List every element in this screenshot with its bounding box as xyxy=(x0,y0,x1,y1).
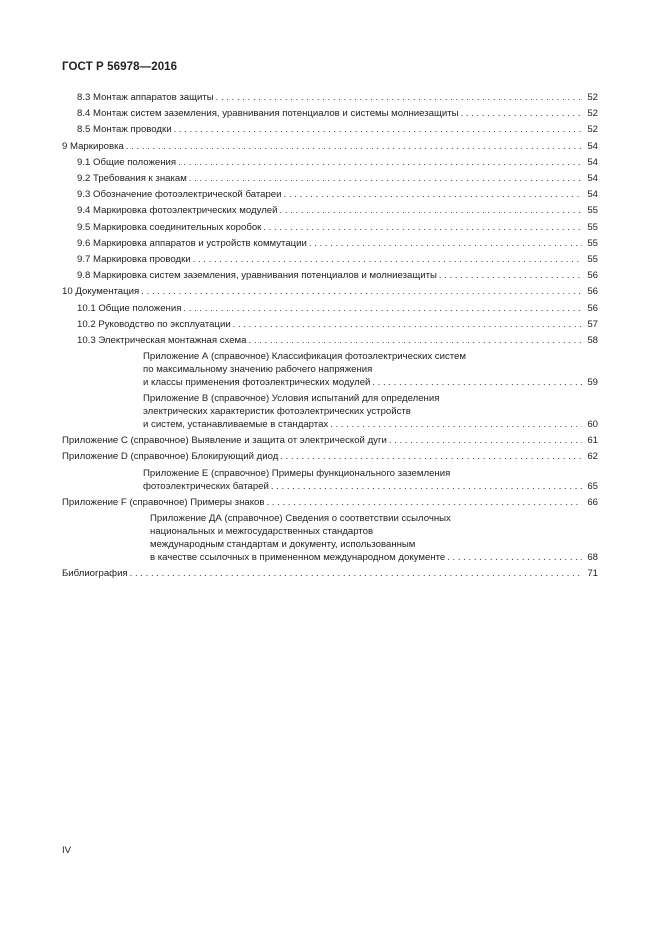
toc-dot-leader xyxy=(189,173,582,186)
toc-page-number: 60 xyxy=(587,419,598,431)
toc-entry-line xyxy=(62,364,598,377)
toc-page-number: 54 xyxy=(587,173,598,185)
toc-entry[interactable] xyxy=(62,319,598,332)
toc-dot-leader xyxy=(193,254,582,267)
toc-entry-line xyxy=(77,254,598,267)
toc-entry[interactable] xyxy=(62,222,598,235)
toc-entry[interactable] xyxy=(62,157,598,170)
toc-dot-leader xyxy=(280,205,582,218)
toc-entry-line xyxy=(77,157,598,170)
toc-entry[interactable] xyxy=(62,393,598,432)
toc-entry-title: 9.6 Маркировка аппаратов и устройств коммутации xyxy=(77,237,307,249)
toc-entry[interactable] xyxy=(62,238,598,251)
toc-entry-title: 10 Документация xyxy=(62,286,140,298)
toc-page-number: 61 xyxy=(587,435,598,447)
toc-entry-line xyxy=(62,539,598,552)
toc-entry-line xyxy=(62,351,598,364)
toc-entry[interactable] xyxy=(62,497,598,510)
toc-entry-title: 9.4 Маркировка фотоэлектрических модулей xyxy=(77,205,278,217)
toc-entry-title: 8.5 Монтаж проводки xyxy=(77,124,172,136)
toc-entry-title: Приложение F (справочное) Примеры знаков xyxy=(62,496,265,508)
toc-entry-line xyxy=(77,205,598,218)
toc-page-number: 58 xyxy=(587,335,598,347)
toc-dot-leader xyxy=(178,157,582,170)
toc-entry-title: Приложение С (справочное) Выявление и защита от электрической дуги xyxy=(62,435,387,447)
toc-page-number: 66 xyxy=(587,496,598,508)
toc-entry-line xyxy=(77,335,598,348)
toc-page-number: 56 xyxy=(587,270,598,282)
toc-entry-line xyxy=(77,222,598,235)
toc-page-number: 62 xyxy=(587,451,598,463)
toc-entry-line xyxy=(62,406,598,419)
toc-dot-leader xyxy=(372,377,582,390)
toc-page-number: 55 xyxy=(587,254,598,266)
toc-dot-leader xyxy=(439,270,582,283)
toc-dot-leader xyxy=(447,552,582,565)
toc-page-number: 57 xyxy=(587,318,598,330)
toc-entry-line xyxy=(77,303,598,316)
toc-dot-leader xyxy=(389,435,582,448)
toc-dot-leader xyxy=(330,419,582,432)
toc-entry-title: Приложение ДА (справочное) Сведения о соответствии ссылочных xyxy=(150,513,451,524)
toc-entry-title: фотоэлектрических батарей xyxy=(143,480,269,492)
toc-entry-title: 8.4 Монтаж систем заземления, уравнивания потенциалов и системы молниезащиты xyxy=(77,108,459,120)
toc-entry-line xyxy=(62,513,598,526)
toc-entry-title: электрических характеристик фотоэлектрических устройств xyxy=(143,406,411,418)
toc-entry-line xyxy=(77,108,598,121)
toc-entry[interactable] xyxy=(62,351,598,390)
toc-entry-line xyxy=(62,451,598,464)
toc-entry-line xyxy=(62,552,598,565)
toc-entry-line xyxy=(77,173,598,186)
table-of-contents xyxy=(62,92,598,584)
toc-entry-line xyxy=(77,92,598,105)
toc-entry-line xyxy=(62,526,598,539)
toc-entry-line xyxy=(62,141,598,154)
toc-page-number: 68 xyxy=(587,551,598,563)
toc-dot-leader xyxy=(126,141,582,154)
toc-entry[interactable] xyxy=(62,335,598,348)
toc-entry[interactable] xyxy=(62,286,598,299)
toc-entry[interactable] xyxy=(62,303,598,316)
toc-entry[interactable] xyxy=(62,108,598,121)
toc-entry[interactable] xyxy=(62,92,598,105)
toc-entry-line xyxy=(77,270,598,283)
toc-dot-leader xyxy=(233,319,582,332)
toc-dot-leader xyxy=(271,481,582,494)
toc-entry-title: 9.3 Обозначение фотоэлектрической батареи xyxy=(77,189,282,201)
toc-page-number: 71 xyxy=(587,567,598,579)
toc-page-number: 52 xyxy=(587,108,598,120)
toc-entry-title: 9.8 Маркировка систем заземления, уравнивания потенциалов и молниезащиты xyxy=(77,270,437,282)
toc-dot-leader xyxy=(263,222,582,235)
toc-entry-title: 10.1 Общие положения xyxy=(77,302,182,314)
toc-page-number: 54 xyxy=(587,189,598,201)
toc-dot-leader xyxy=(284,189,583,202)
toc-entry-line xyxy=(77,238,598,251)
toc-entry-line xyxy=(62,377,598,390)
toc-entry-line xyxy=(62,435,598,448)
toc-dot-leader xyxy=(280,451,582,464)
toc-dot-leader xyxy=(216,92,582,105)
toc-page-number: 54 xyxy=(587,156,598,168)
toc-entry-title: национальных и межгосударственных стандартов xyxy=(150,525,374,537)
toc-entry-line xyxy=(77,189,598,202)
document-header: ГОСТ Р 56978—2016 xyxy=(62,61,178,73)
toc-page-number: 56 xyxy=(587,286,598,298)
toc-entry[interactable] xyxy=(62,189,598,202)
toc-dot-leader xyxy=(130,568,582,581)
toc-entry-title: 10.3 Электрическая монтажная схема xyxy=(77,335,247,347)
toc-page-number: 55 xyxy=(587,237,598,249)
toc-entry-title: в качестве ссылочных в примененном международном документе xyxy=(150,551,446,563)
toc-entry[interactable] xyxy=(62,468,598,494)
toc-dot-leader xyxy=(174,124,582,137)
toc-entry-line xyxy=(62,481,598,494)
toc-page-number: 55 xyxy=(587,205,598,217)
toc-entry-line xyxy=(77,319,598,332)
toc-entry-title: Приложение Е (справочное) Примеры функционального заземления xyxy=(143,467,451,479)
toc-entry[interactable] xyxy=(62,141,598,154)
toc-entry-title: 9.5 Маркировка соединительных коробок xyxy=(77,221,262,233)
toc-entry-title: 10.2 Руководство по эксплуатации xyxy=(77,318,231,330)
toc-entry[interactable] xyxy=(62,205,598,218)
toc-entry[interactable] xyxy=(62,124,598,137)
toc-page-number: 56 xyxy=(587,302,598,314)
toc-entry-line xyxy=(62,497,598,510)
toc-entry-title: и классы применения фотоэлектрических модулей xyxy=(143,377,371,389)
toc-entry[interactable] xyxy=(62,270,598,283)
toc-entry-title: Приложение D (справочное) Блокирующий диод xyxy=(62,451,279,463)
toc-entry-title: Приложение В (справочное) Условия испытаний для определения xyxy=(143,393,440,405)
toc-entry-title: 8.3 Монтаж аппаратов защиты xyxy=(77,92,214,103)
toc-entry-title: 9.2 Требования к знакам xyxy=(77,173,187,185)
toc-entry-title: 9.1 Общие положения xyxy=(77,156,177,168)
toc-page-number: 65 xyxy=(587,480,598,492)
toc-entry-title: по максимальному значению рабочего напряжения xyxy=(143,364,373,376)
toc-page-number: 54 xyxy=(587,140,598,152)
toc-entry[interactable] xyxy=(62,254,598,267)
toc-page-number: 55 xyxy=(587,221,598,233)
toc-entry-line xyxy=(62,468,598,481)
toc-entry-line xyxy=(62,568,598,581)
toc-entry-line xyxy=(62,419,598,432)
toc-entry-line xyxy=(62,393,598,406)
toc-entry-title: 9.7 Маркировка проводки xyxy=(77,254,191,266)
toc-entry[interactable] xyxy=(62,173,598,186)
toc-entry-title: международным стандартам и документу, использованным xyxy=(150,538,416,550)
toc-entry-line xyxy=(77,124,598,137)
toc-entry[interactable] xyxy=(62,451,598,464)
toc-dot-leader xyxy=(266,497,582,510)
toc-entry[interactable] xyxy=(62,568,598,581)
toc-entry-title: Библиография xyxy=(62,567,128,579)
toc-dot-leader xyxy=(249,335,583,348)
toc-page-number: 52 xyxy=(587,124,598,136)
toc-page-number: 52 xyxy=(587,92,598,103)
toc-dot-leader xyxy=(183,303,582,316)
toc-entry[interactable] xyxy=(62,513,598,565)
toc-entry-title: Приложение А (справочное) Классификация фотоэлектрических систем xyxy=(143,351,466,363)
toc-page-number: 59 xyxy=(587,377,598,389)
toc-entry-line xyxy=(62,286,598,299)
toc-dot-leader xyxy=(461,108,582,121)
toc-entry[interactable] xyxy=(62,435,598,448)
page-number: IV xyxy=(62,845,72,856)
toc-dot-leader xyxy=(309,238,582,251)
toc-entry-title: и систем, устанавливаемые в стандартах xyxy=(143,419,329,431)
toc-entry-title: 9 Маркировка xyxy=(62,140,124,152)
toc-dot-leader xyxy=(141,286,582,299)
